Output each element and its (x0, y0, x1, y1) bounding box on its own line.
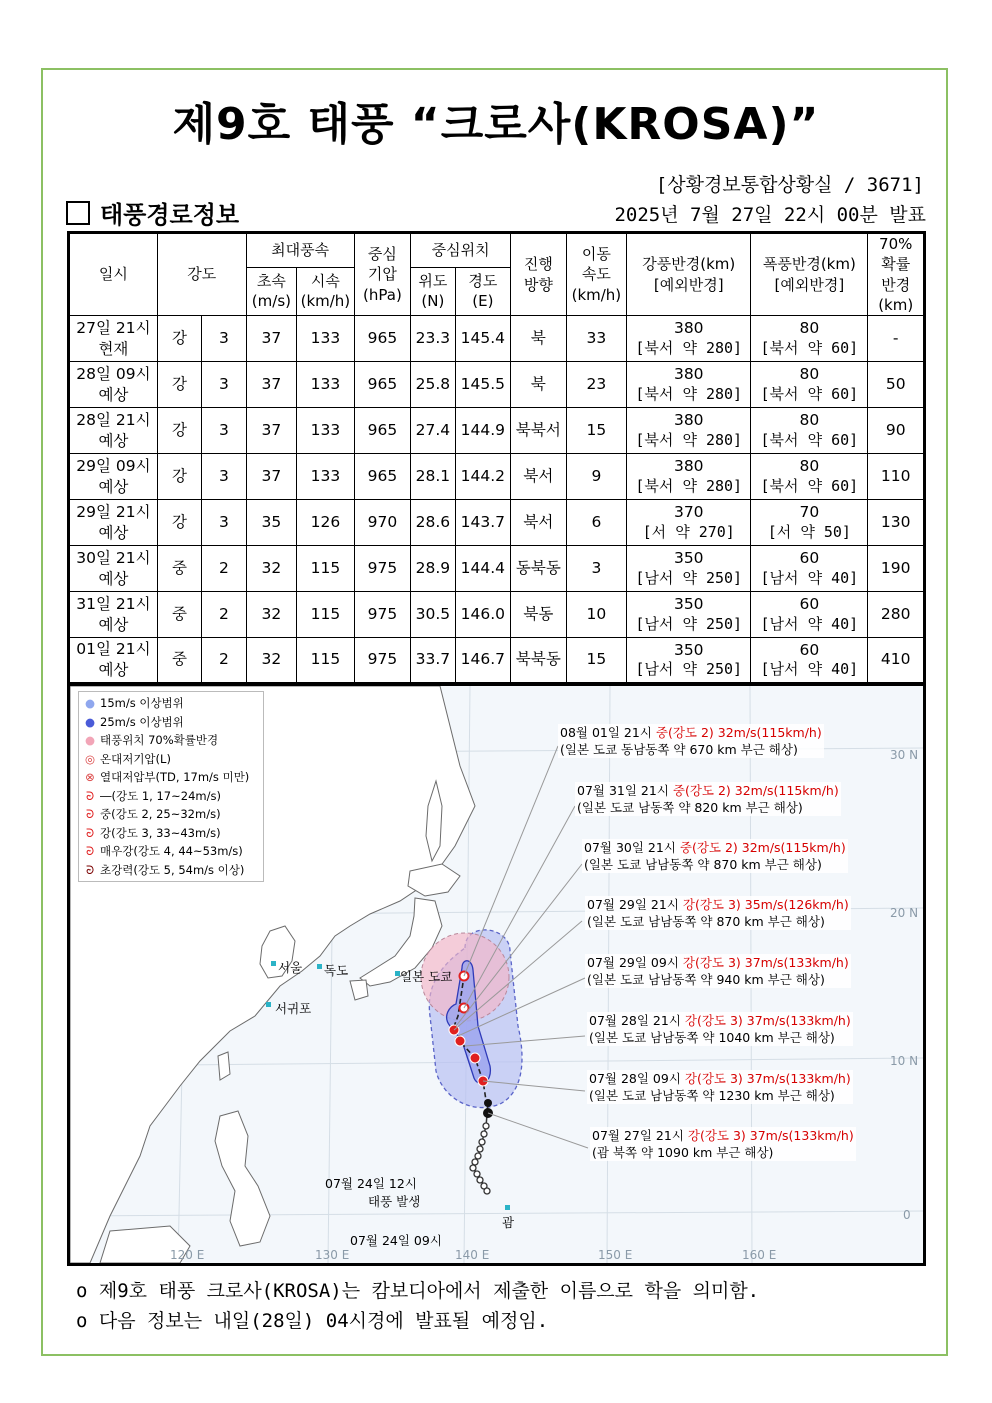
legend-label: 매우강(강도 4, 44~53m/s) (100, 844, 243, 858)
header-speed: 이동 속도 (km/h) (566, 233, 627, 316)
cell-strong-radius: 350 [남서 약 250] (627, 592, 751, 638)
legend-label: ―(강도 1, 17~24m/s) (100, 788, 221, 803)
cell-wind-kmh: 115 (297, 638, 355, 684)
cell-time: 29일 21시 예상 (69, 500, 158, 546)
annotation-grade: 강(강도 3) 37m/s(133km/h) (684, 1013, 851, 1028)
cell-storm-radius: 60 [남서 약 40] (751, 592, 868, 638)
track-annotation (587, 1070, 853, 1104)
cell-storm-radius: 60 [남서 약 40] (751, 638, 868, 684)
notes (76, 1276, 759, 1336)
annotation-grade: 강(강도 3) 37m/s(133km/h) (687, 1128, 854, 1143)
header-direction: 진행 방향 (511, 233, 567, 316)
annotation-location: (일본 도쿄 남남동쪽 약 1230 km 부근 해상) (589, 1088, 835, 1103)
place-guam: 괌 (502, 1215, 515, 1230)
cell-time: 29일 09시 예상 (69, 454, 158, 500)
header-storm-radius: 폭풍반경(km) [예외반경] (751, 233, 868, 316)
lon-label-160: 160 E (742, 1248, 777, 1262)
legend-label: 25m/s 이상범위 (100, 714, 184, 729)
track-annotation (587, 1012, 853, 1046)
annotation-time: 07월 29일 21시 (587, 897, 679, 912)
cell-wind-kmh: 133 (297, 408, 355, 454)
cell-strong-radius: 350 [남서 약 250] (627, 546, 751, 592)
circle-light-blue-icon: ● (84, 696, 96, 710)
lat-label-30: 30 N (890, 748, 919, 762)
cell-direction: 북서 (511, 500, 567, 546)
annotation-time: 07월 28일 21시 (589, 1013, 681, 1028)
track-annotation (575, 782, 841, 816)
typhoon-weak-icon: ᘒ (85, 788, 95, 803)
place-seogwipo: 서귀포 (275, 1001, 312, 1016)
checkbox-icon (66, 201, 90, 225)
legend-label: 온대저기압(L) (100, 751, 171, 766)
cell-speed: 15 (566, 638, 627, 684)
genesis-time: 07월 24일 12시 (325, 1176, 417, 1191)
cell-direction: 동북동 (511, 546, 567, 592)
cell-direction: 북 (511, 362, 567, 408)
cell-strong-radius: 380 [북서 약 280] (627, 362, 751, 408)
cell-wind-ms: 37 (246, 316, 296, 362)
cell-probability: 190 (868, 546, 925, 592)
cell-wind-ms: 35 (246, 500, 296, 546)
cell-probability: 130 (868, 500, 925, 546)
annotation-location: (괌 북쪽 약 1090 km 부근 해상) (592, 1145, 774, 1160)
lat-label-20: 20 N (890, 906, 919, 920)
cell-wind-kmh: 133 (297, 454, 355, 500)
header-wind-kmh: 시속 (km/h) (297, 267, 355, 315)
map-legend (78, 691, 264, 882)
cell-lon: 144.4 (455, 546, 511, 592)
cell-wind-ms: 37 (246, 408, 296, 454)
legend-item (83, 731, 259, 750)
cell-lon: 145.4 (455, 316, 511, 362)
place-tokyo: 일본 도쿄 (400, 969, 453, 984)
cell-lat: 33.7 (411, 638, 455, 684)
cell-wind-kmh: 115 (297, 592, 355, 638)
typhoon-super-icon: ᘒ (85, 862, 95, 877)
annotation-location: (일본 도쿄 남남동쪽 약 940 km 부근 해상) (587, 972, 825, 987)
cell-strong-radius: 380 [북서 약 280] (627, 454, 751, 500)
cell-speed: 33 (566, 316, 627, 362)
cell-grade: 중 (157, 546, 201, 592)
cell-level: 2 (202, 592, 246, 638)
annotation-grade: 중(강도 2) 32m/s(115km/h) (655, 725, 822, 740)
cell-grade: 강 (157, 316, 201, 362)
table-row (69, 454, 925, 500)
annotation-time: 07월 30일 21시 (584, 840, 676, 855)
header-probability-radius: 70% 확률 반경 (km) (868, 233, 925, 316)
cell-wind-ms: 32 (246, 638, 296, 684)
cell-lon: 144.9 (455, 408, 511, 454)
cell-probability: - (868, 316, 925, 362)
legend-item (83, 842, 259, 861)
cell-speed: 15 (566, 408, 627, 454)
cell-level: 3 (202, 362, 246, 408)
cell-time: 28일 09시 예상 (69, 362, 158, 408)
start-time: 07월 24일 09시 (350, 1233, 442, 1248)
cell-level: 3 (202, 454, 246, 500)
section-title (66, 195, 239, 230)
place-seoul: 서울 (278, 960, 303, 975)
cell-lat: 23.3 (411, 316, 455, 362)
lon-label-120: 120 E (170, 1248, 205, 1262)
circle-blue-icon: ● (84, 714, 96, 729)
cell-speed: 3 (566, 546, 627, 592)
cell-wind-ms: 32 (246, 592, 296, 638)
annotation-grade: 중(강도 2) 32m/s(115km/h) (672, 783, 839, 798)
legend-label: 중(강도 2, 25~32m/s) (100, 807, 221, 821)
cell-level: 2 (202, 638, 246, 684)
lat-label-10: 10 N (890, 1054, 919, 1068)
cell-lon: 146.0 (455, 592, 511, 638)
cell-pressure: 965 (354, 316, 411, 362)
legend-item (83, 861, 259, 880)
cell-grade: 강 (157, 500, 201, 546)
legend-item (83, 713, 259, 732)
cell-lon: 143.7 (455, 500, 511, 546)
table-row (69, 316, 925, 362)
cell-probability: 50 (868, 362, 925, 408)
cell-level: 3 (202, 408, 246, 454)
legend-label: 열대저압부(TD, 17m/s 미만) (100, 770, 250, 784)
note-1: o 제9호 태풍 크로사(KROSA)는 캄보디아에서 제출한 이름으로 학을 의미함. (76, 1280, 760, 1302)
tropical-depression-icon: ⊗ (85, 770, 95, 784)
cell-pressure: 970 (354, 500, 411, 546)
legend-item (83, 768, 259, 787)
section-title-text: 태풍경로정보 (100, 201, 240, 229)
table-row (69, 546, 925, 592)
cell-direction: 북 (511, 316, 567, 362)
header-center: 중심위치 (411, 233, 511, 268)
circle-pink-icon: ● (84, 733, 96, 747)
table-body (69, 316, 925, 684)
annotation-location: (일본 도쿄 남남동쪽 약 870 km 부근 해상) (587, 914, 825, 929)
cell-wind-kmh: 133 (297, 316, 355, 362)
annotation-grade: 강(강도 3) 37m/s(133km/h) (682, 955, 849, 970)
typhoon-very-strong-icon: ᘒ (85, 844, 95, 858)
header-time: 일시 (69, 233, 158, 316)
cell-time: 27일 21시 현재 (69, 316, 158, 362)
typhoon-track-table (67, 231, 926, 685)
cell-grade: 중 (157, 638, 201, 684)
legend-item (83, 750, 259, 769)
table-row (69, 592, 925, 638)
lat-label-0: 0 (903, 1208, 911, 1222)
cell-probability: 410 (868, 638, 925, 684)
lon-label-140: 140 E (455, 1248, 490, 1262)
table-row (69, 638, 925, 684)
table-row (69, 500, 925, 546)
header-intensity: 강도 (157, 233, 246, 316)
cell-wind-kmh: 133 (297, 362, 355, 408)
cell-storm-radius: 80 [북서 약 60] (751, 362, 868, 408)
cell-direction: 북북서 (511, 408, 567, 454)
cell-pressure: 965 (354, 408, 411, 454)
cell-lat: 27.4 (411, 408, 455, 454)
cell-wind-ms: 32 (246, 546, 296, 592)
cell-probability: 280 (868, 592, 925, 638)
legend-item (83, 805, 259, 824)
annotation-time: 07월 31일 21시 (577, 783, 669, 798)
table-header (69, 233, 925, 316)
typhoon-strong-icon: ᘒ (85, 825, 95, 840)
cell-time: 01일 21시 예상 (69, 638, 158, 684)
header-lat: 위도 (N) (411, 267, 455, 315)
cell-storm-radius: 80 [북서 약 60] (751, 316, 868, 362)
legend-label: 초강력(강도 5, 54m/s 이상) (100, 862, 245, 877)
cell-wind-ms: 37 (246, 454, 296, 500)
track-annotation (590, 1127, 856, 1161)
track-annotation (582, 839, 848, 873)
track-annotation (585, 954, 851, 988)
header-lon: 경도 (E) (455, 267, 511, 315)
annotation-time: 08월 01일 21시 (560, 725, 652, 740)
cell-speed: 10 (566, 592, 627, 638)
header-wind-ms: 초속 (m/s) (246, 267, 296, 315)
cell-storm-radius: 80 [북서 약 60] (751, 408, 868, 454)
cell-strong-radius: 380 [북서 약 280] (627, 408, 751, 454)
annotation-location: (일본 도쿄 남남동쪽 약 870 km 부근 해상) (584, 857, 822, 872)
legend-item (83, 824, 259, 843)
cell-time: 28일 21시 예상 (69, 408, 158, 454)
cell-pressure: 965 (354, 362, 411, 408)
cell-storm-radius: 80 [북서 약 60] (751, 454, 868, 500)
cell-storm-radius: 70 [서 약 50] (751, 500, 868, 546)
cell-level: 3 (202, 500, 246, 546)
lon-label-150: 150 E (598, 1248, 633, 1262)
cell-wind-ms: 37 (246, 362, 296, 408)
cell-grade: 강 (157, 362, 201, 408)
cell-pressure: 965 (354, 454, 411, 500)
page-title: 제9호 태풍 “크로사(KROSA)” (172, 99, 820, 150)
cell-grade: 중 (157, 592, 201, 638)
cell-lon: 146.7 (455, 638, 511, 684)
lon-label-130: 130 E (315, 1248, 350, 1262)
note-2: o 다음 정보는 내일(28일) 04시경에 발표될 예정임. (76, 1310, 549, 1332)
cell-lon: 144.2 (455, 454, 511, 500)
cell-direction: 북북동 (511, 638, 567, 684)
table-row (69, 362, 925, 408)
legend-item (83, 787, 259, 806)
legend-item (83, 694, 259, 713)
cell-pressure: 975 (354, 638, 411, 684)
cell-time: 30일 21시 예상 (69, 546, 158, 592)
cell-grade: 강 (157, 454, 201, 500)
cell-level: 3 (202, 316, 246, 362)
cell-direction: 북동 (511, 592, 567, 638)
cell-strong-radius: 380 [북서 약 280] (627, 316, 751, 362)
track-annotation (585, 896, 851, 930)
annotation-time: 07월 29일 09시 (587, 955, 679, 970)
issued-time: 2025년 7월 27일 22시 00분 발표 (614, 204, 926, 226)
low-pressure-icon: ◎ (84, 751, 96, 766)
cell-speed: 23 (566, 362, 627, 408)
track-annotation (558, 724, 824, 758)
cell-lat: 28.1 (411, 454, 455, 500)
annotation-grade: 강(강도 3) 37m/s(133km/h) (684, 1071, 851, 1086)
cell-strong-radius: 350 [남서 약 250] (627, 638, 751, 684)
cell-pressure: 975 (354, 546, 411, 592)
cell-lon: 145.5 (455, 362, 511, 408)
cell-direction: 북서 (511, 454, 567, 500)
cell-speed: 9 (566, 454, 627, 500)
cell-strong-radius: 370 [서 약 270] (627, 500, 751, 546)
annotation-location: (일본 도쿄 남남동쪽 약 1040 km 부근 해상) (589, 1030, 835, 1045)
annotation-location: (일본 도쿄 동남동쪽 약 670 km 부근 해상) (560, 742, 798, 757)
cell-probability: 90 (868, 408, 925, 454)
cell-lat: 30.5 (411, 592, 455, 638)
place-dokdo: 독도 (324, 963, 349, 978)
legend-label: 15m/s 이상범위 (100, 696, 184, 710)
genesis-label: 태풍 발생 (368, 1194, 421, 1209)
cell-time: 31일 21시 예상 (69, 592, 158, 638)
cell-wind-kmh: 115 (297, 546, 355, 592)
header-pressure: 중심 기압 (hPa) (354, 233, 411, 316)
cell-storm-radius: 60 [남서 약 40] (751, 546, 868, 592)
cell-level: 2 (202, 546, 246, 592)
cell-lat: 28.6 (411, 500, 455, 546)
department-label: [상황경보통합상황실 / 3671] (655, 174, 924, 196)
header-strong-wind-radius: 강풍반경(km) [예외반경] (627, 233, 751, 316)
annotation-location: (일본 도쿄 남동쪽 약 820 km 부근 해상) (577, 800, 803, 815)
header-max-wind: 최대풍속 (246, 233, 354, 268)
cell-probability: 110 (868, 454, 925, 500)
legend-label: 강(강도 3, 33~43m/s) (100, 825, 221, 840)
table-row (69, 408, 925, 454)
cell-grade: 강 (157, 408, 201, 454)
annotation-grade: 강(강도 3) 35m/s(126km/h) (682, 897, 849, 912)
cell-lat: 28.9 (411, 546, 455, 592)
typhoon-medium-icon: ᘒ (85, 807, 95, 821)
annotation-time: 07월 28일 09시 (589, 1071, 681, 1086)
annotation-grade: 중(강도 2) 32m/s(115km/h) (679, 840, 846, 855)
cell-lat: 25.8 (411, 362, 455, 408)
annotation-time: 07월 27일 21시 (592, 1128, 684, 1143)
legend-label: 태풍위치 70%확률반경 (100, 733, 219, 747)
cell-wind-kmh: 126 (297, 500, 355, 546)
typhoon-track-map (67, 683, 926, 1266)
cell-speed: 6 (566, 500, 627, 546)
cell-pressure: 975 (354, 592, 411, 638)
